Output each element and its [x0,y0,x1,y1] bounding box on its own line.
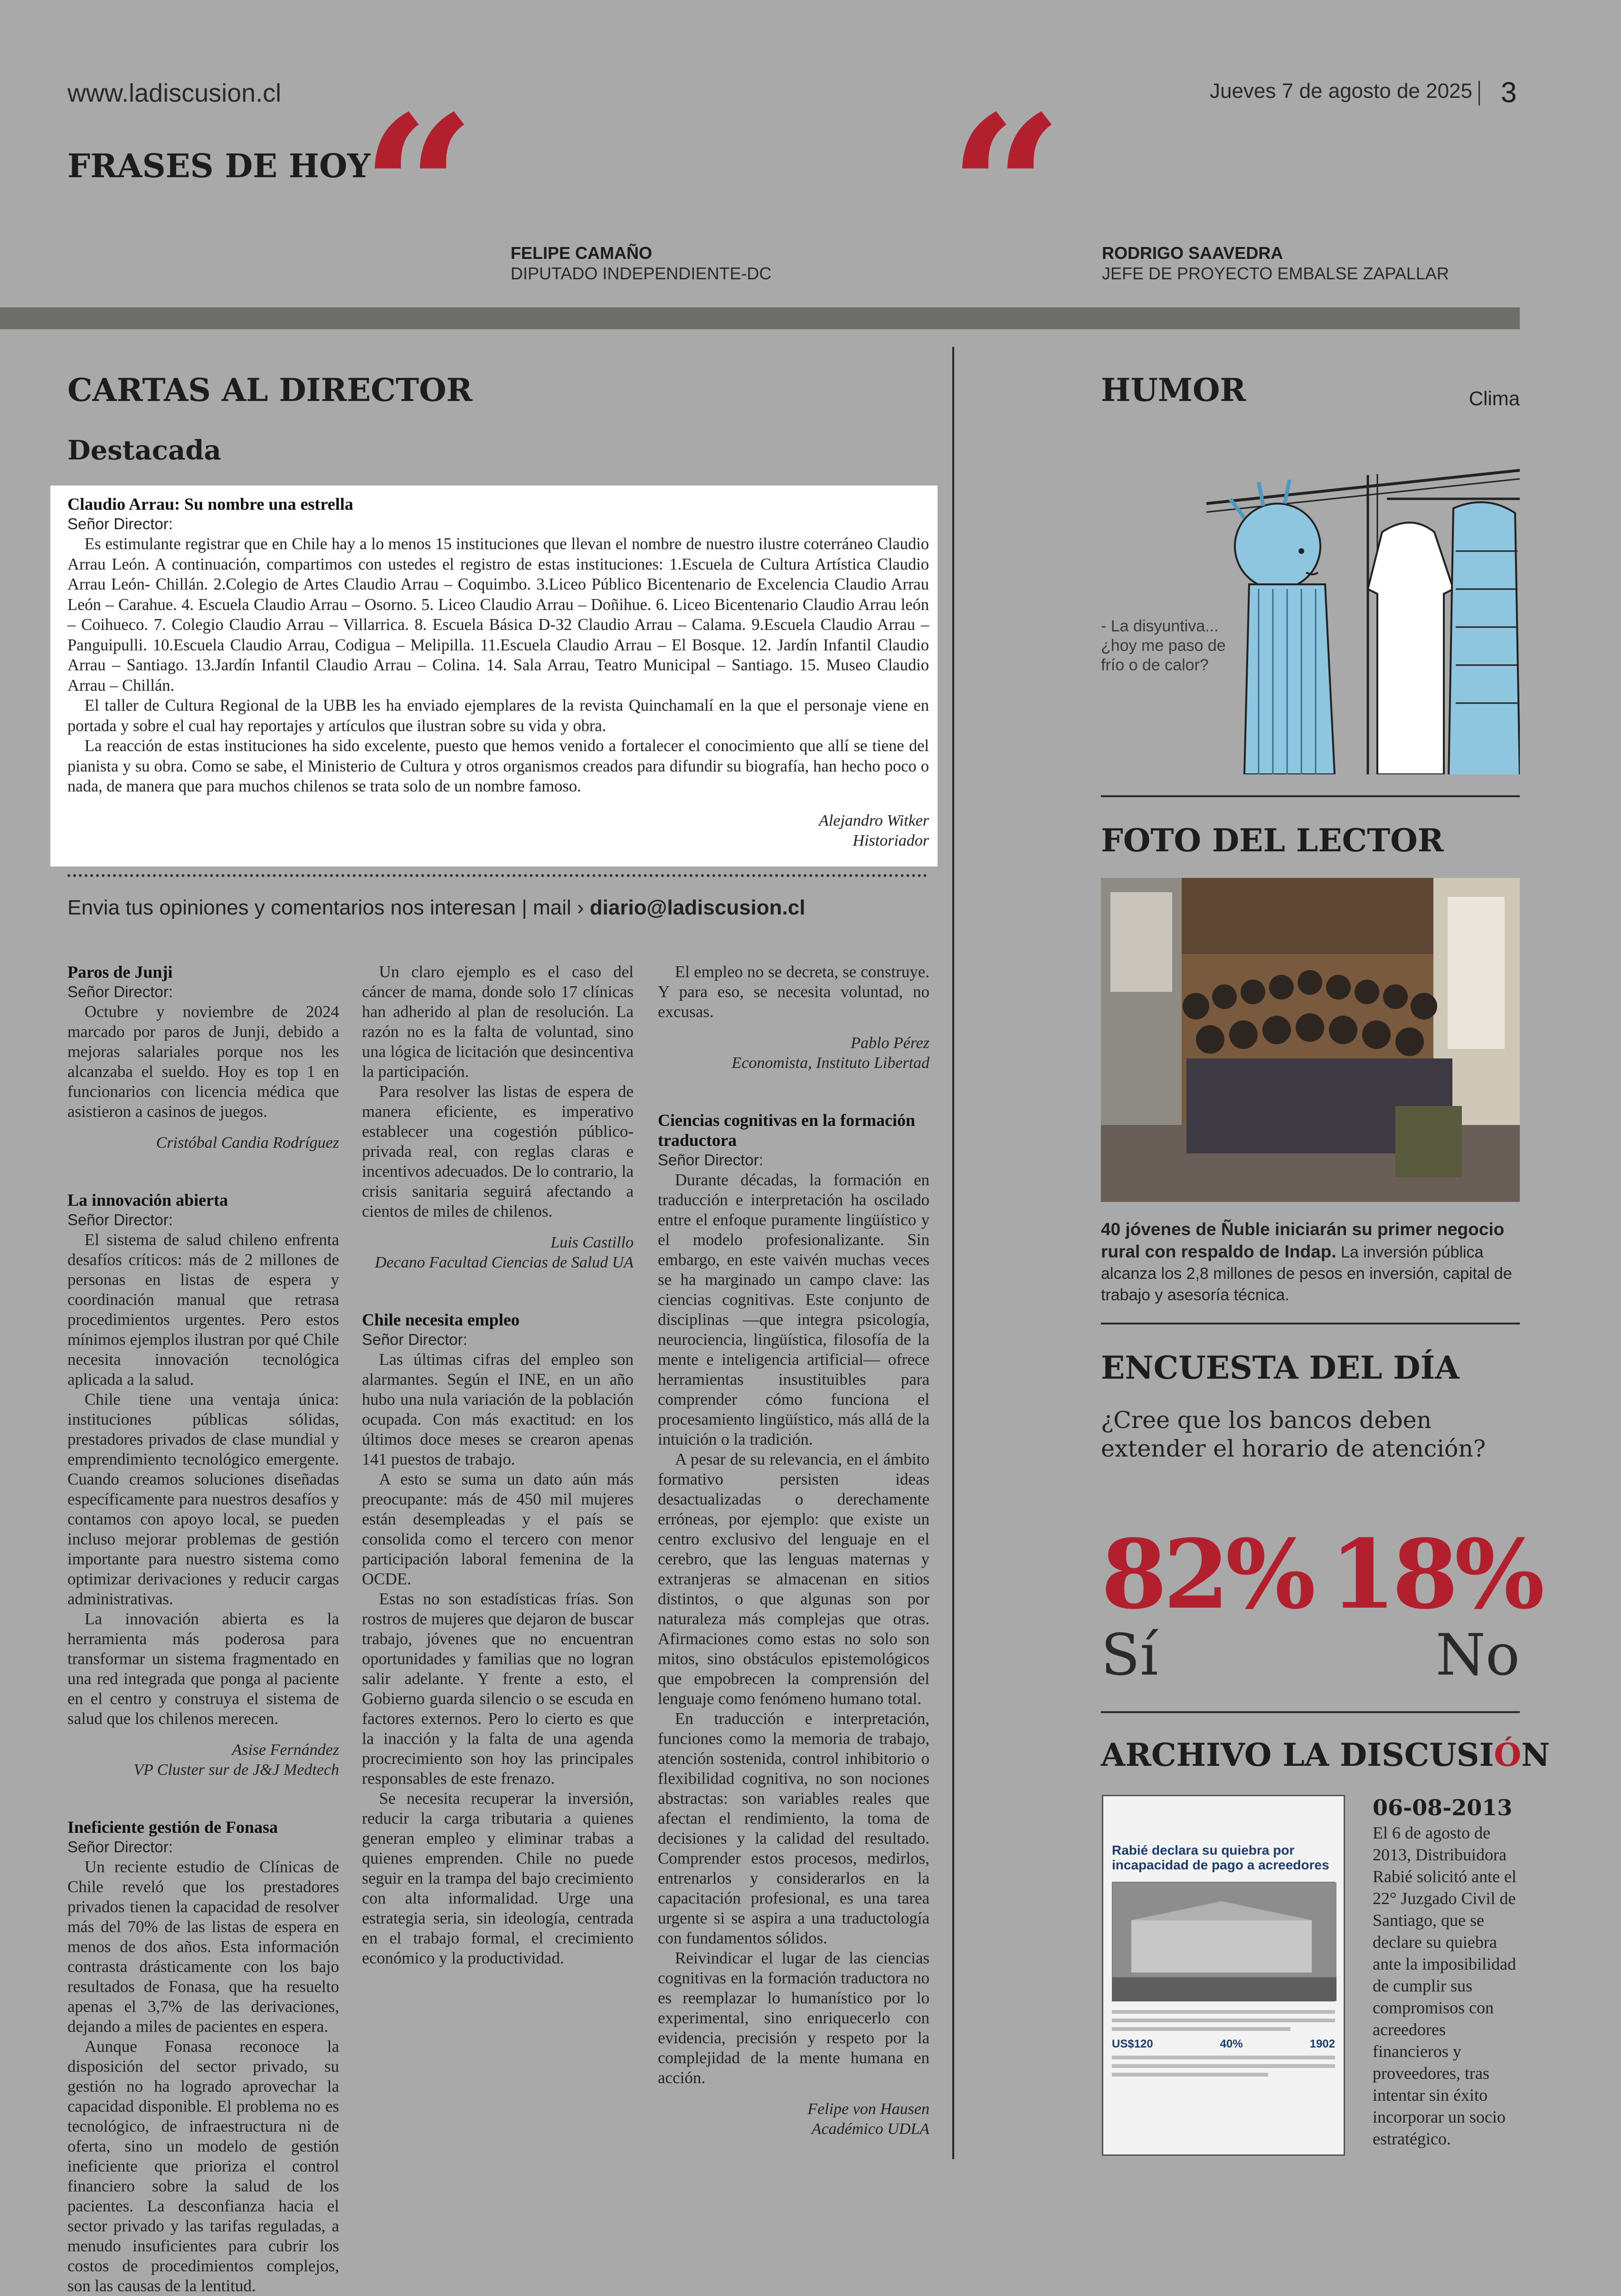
poll-result-yes [1101,1519,1312,1688]
letters-column-1 [67,962,339,2296]
humor-strip-title: Clima [1469,387,1520,410]
site-url[interactable]: www.ladiscusion.cl [67,79,282,107]
quote-author-name: RODRIGO SAAVEDRA [1102,243,1283,263]
letter-title: La innovación abierta [67,1191,228,1210]
reader-photo-caption [1101,1219,1520,1306]
quote-author-role: JEFE DE PROYECTO EMBALSE ZAPALLAR [1102,264,1449,283]
letters-column-3 [658,962,929,2139]
clipping-stats [1112,2038,1335,2051]
poll-result-no [1330,1519,1541,1688]
paragraph: El empleo no se decreta, se construye. Y para eso, se necesita voluntad, no excusas. [658,962,929,1021]
paragraph: Reivindicar el lugar de las ciencias cognitivas en la formación traductora no es reemplazar lo humanístico por lo experimental, sino enriquecerlo con evidencia, precisión y respeto por la complejidad de la mente humana en acción. [658,1949,929,2087]
letter-author-role: Decano Facultad Ciencias de Salud UA [375,1254,634,1271]
letter-author-role: VP Cluster sur de J&J Medtech [133,1761,339,1779]
clipping-text-lines [1112,2010,1335,2031]
letter-salutation: Señor Director: [658,1151,763,1169]
featured-letter-box [50,486,938,867]
clipping-headline: Rabié declara su quiebra por incapacidad de pago a acreedores [1112,1843,1329,1872]
contact-email-link[interactable]: diario@ladiscusion.cl [589,896,806,919]
encuesta-title: ENCUESTA DEL DÍA [1101,1349,1460,1386]
archive-date: 06-08-2013 [1373,1795,1513,1820]
quote-mark-icon: “ [948,73,1063,307]
poll-no-label: No [1435,1622,1520,1688]
paragraph: La innovación abierta es la herramienta más poderosa para transformar un sistema fragmentado en una red integrada que ponga al paciente en el centro y construya el sistema de salud que los chilenos merecen. [67,1610,339,1728]
dotted-divider [67,874,927,877]
letter [362,1310,634,1968]
poll-yes-label: Sí [1101,1622,1158,1688]
column-rule [952,347,954,2159]
letter-title: Chile necesita empleo [362,1310,520,1329]
archivo-title-accent: Ó [1494,1736,1521,1773]
caption-text: La inversión pública alcanza los 2,8 millones de pesos en inversión, capital de trabajo y asesoría técnica. [1101,1243,1512,1304]
letter-author-role: Académico UDLA [811,2120,929,2138]
cartoon-illustration [1206,428,1520,774]
frases-section-title: FRASES DE HOY [67,147,370,185]
section-band [0,307,1520,329]
letter-author: Asise Fernández [232,1741,339,1759]
paragraph: Las últimas cifras del empleo son alarmantes. Según el INE, en un año hubo una nula variación de la población ocupada. Con más exactitud: en los últimos doce meses se crearon apenas 141 puestos de trabajo. [362,1350,634,1468]
reader-photo [1101,878,1520,1202]
letter-title: Ciencias cognitivas en la formación traductora [658,1111,915,1150]
letter-author: Luis Castillo [550,1234,634,1251]
letter-body-part-2 [362,962,634,1221]
divider [1101,1711,1520,1713]
featured-letter-author: Alejandro Witker [819,811,929,829]
divider [1101,1323,1520,1324]
quote-author-role: DIPUTADO INDEPENDIENTE-DC [511,264,772,283]
quote-author-name: FELIPE CAMAÑO [511,243,653,263]
issue-date: Jueves 7 de agosto de 2025 [1210,79,1472,103]
paragraph: Estas no son estadísticas frías. Son rostros de mujeres que dejaron de buscar trabajo, jóvenes que no encuentran oportunidades y familias que no logran salir adelante. Y frente a esto, el Gobierno guarda silencio o se escuda en factores externos. Pero lo cierto es que la inacción y la falta de una agenda procrecimiento son hoy las principales responsables de este frenazo. [362,1590,634,1788]
paragraph: Un claro ejemplo es el caso del cáncer de mama, donde solo 17 clínicas han adherido al plan de resolución. La razón no es la falta de voluntad, sino una lógica de licitación que desincentiva la participación. [362,962,634,1081]
paragraph: La reacción de estas instituciones ha sido excelente, puesto que hemos venido a fortalecer el conocimiento que allí se tiene del pianista y su obra. Como se sabe, el Ministerio de Cultura y otros organismos creados para difundir su biografía, han hecho poco o nada, de manera que para muchos chilenos se trata solo de un nombre famoso. [67,737,929,795]
paragraph: Para resolver las listas de espera de manera eficiente, es imperativo establecer una cogestión público-privada real, con reglas claras e incentivos adecuados. De lo contrario, la crisis sanitaria seguirá afectando a cientos de miles de chilenos. [362,1082,634,1220]
poll-yes-percent: 82% [1101,1519,1312,1630]
paragraph: Durante décadas, la formación en traducción e interpretación ha oscilado entre el enfoque puramente lingüístico y el modelo profesionalizante. Sin embargo, en este vaivén muchas veces se ha marginado un campo clave: las ciencias cognitivas. Este conjunto de disciplinas —que integra psicología, neurociencia, lingüística, filosofía de la mente e inteligencia artificial— ofrece herramientas insustituibles para comprender cómo funciona el procesamiento lingüístico, más allá de la intuición o la tradición. [658,1171,929,1448]
letter [67,1190,339,1780]
paragraph: Aunque Fonasa reconoce la disposición del sector privado, su gestión no ha logrado aprovechar la capacidad disponible. El problema no es tecnológico, de infraestructura ni de oferta, sino un modelo de gestión ineficiente que prioriza el control financiero sobre la salud de los pacientes. La desconfianza hacia el sector privado y las tarifas reguladas, a menudo insuficientes para cubrir los costos de procedimientos complejos, son las causas de la lentitud. [67,2037,339,2295]
letter-author: Pablo Pérez [851,1034,929,1052]
header-divider [1479,81,1480,105]
caption-headline: 40 jóvenes de Ñuble iniciarán su primer negocio rural con respaldo de Indap. [1101,1219,1505,1261]
letter-body [658,1170,929,2088]
letter [67,1817,339,2296]
paragraph: Un reciente estudio de Clínicas de Chile reveló que los prestadores privados tienen la capacidad de resolver más del 70% de las listas de espera en menos de dos años. Esta información contrasta drásticamente con los bajo resultados de Fonasa, que ha resuelto apenas el 3,7% de las derivaciones, dejando a miles de pacientes en espera. [67,1858,339,2036]
group-photo-image [1101,878,1520,1202]
letter-salutation: Señor Director: [67,983,173,1000]
featured-label: Destacada [67,435,221,466]
paragraph: A pesar de su relevancia, en el ámbito formativo persisten ideas desactualizadas o derechamente erróneas, por ejemplo: que existe un centro exclusivo del lenguaje en el cerebro, que las lenguas maternas y extranjeras se almacenan en sitios distintos, o que algunas son por naturaleza más complejas que otras. Afirmaciones como estas no solo son mitos, sino obstáculos epistemológicos que empobrecen la comprensión del lenguaje como fenómeno humano total. [658,1450,929,1708]
foto-lector-title: FOTO DEL LECTOR [1101,822,1444,859]
letter-body-part-2 [658,962,929,1022]
letter-body [67,1002,339,1122]
divider [1101,795,1520,797]
letters-column-2 [362,962,634,1968]
letter-author: Cristóbal Candia Rodríguez [156,1134,339,1152]
send-opinions-text: Envia tus opiniones y comentarios nos interesan | mail › [67,896,590,919]
paragraph: El taller de Cultura Regional de la UBB les ha enviado ejemplares de la revista Quinchamalí en la que el personaje viene en portada y sobre el cual hay reportajes y artículos que ilustran sobre su vida y obra. [67,696,929,735]
clipping-stat: US$120 [1112,2038,1153,2050]
humor-section-title: HUMOR [1101,372,1246,409]
letter-title: Paros de Junji [67,962,173,981]
letter-salutation: Señor Director: [67,1211,173,1229]
letter-title: Ineficiente gestión de Fonasa [67,1818,278,1837]
clipping-stat: 1902 [1309,2038,1335,2050]
paragraph: Chile tiene una ventaja única: instituciones públicas sólidas, prestadores privados de clase mundial y emprendimiento tecnológico emergente. Cuando creamos soluciones diseñadas específicamente para nuestros desafíos y contamos con apoyo local, se pueden incluso mejorar problemas de gestión importante para nuestro sistema como optimizar derivaciones y reducir cargas administrativas. [67,1390,339,1608]
archivo-title-text: ARCHIVO LA DISCUSI [1101,1736,1494,1773]
letter-body-part-1 [67,1857,339,2296]
paragraph: En traducción e interpretación, funciones como la memoria de trabajo, atención sostenida, control inhibitorio o flexibilidad cognitiva, no son nociones abstractas: son variables reales que afectan el rendimiento, la toma de decisiones y la calidad del resultado. Comprender estos procesos, medirlos, entrenarlos y considerarlos en la capacitación profesional, es una tarea urgente si se aspira a una traductología con fundamentos sólidos. [658,1709,929,1947]
paragraph: Octubre y noviembre de 2024 marcado por paros de Junji, debido a mejoras salariales porque nos les alcanzaba el sueldo. Hoy es top 1 en funcionarios con licencia médica que asistieron a casinos de juegos. [67,1002,339,1121]
letter-body-part-1 [362,1350,634,1968]
quote-mark-icon: “ [361,73,476,307]
archive-text: El 6 de agosto de 2013, Distribuidora Rabié solicitó ante el 22° Juzgado Civil de Santiago, que se declare su quiebra ante la imposibilidad de cumplir sus compromisos con acreedores financieros y proveedores, tras intentar sin éxito incorporar un socio estratégico. [1373,1823,1517,2148]
letter [67,962,339,1153]
warehouse-image [1112,1882,1337,2001]
paragraph: Se necesita recuperar la inversión, reducir la carga tributaria a quienes generan empleo y eliminar trabas a quienes emprenden. Chile no puede seguir en la trampa del bajo crecimiento con alta informalidad. Urge una estrategia seria, sin ideología, centrada en el trabajo formal, el crecimiento económico y la productividad. [362,1789,634,1967]
archivo-title [1101,1736,1550,1773]
page-number: 3 [1501,76,1517,108]
clipping-photo [1112,1882,1335,2001]
letter-salutation: Señor Director: [67,1838,173,1856]
featured-letter-body [67,534,929,797]
letter-author-role: Economista, Instituto Libertad [731,1054,929,1072]
poll-question: ¿Cree que los bancos deben extender el horario de atención? [1101,1407,1486,1462]
paragraph: El sistema de salud chileno enfrenta desafíos críticos: más de 2 millones de personas en listas de espera y coordinación manual que retrasa procedimientos urgentes. Pero estos mínimos ejemplos ilustran por qué Chile necesita innovación tecnológica aplicada a la salud. [67,1230,339,1389]
letter [658,1110,929,2139]
send-opinions-line [67,896,805,920]
cartas-section-title: CARTAS AL DIRECTOR [67,372,473,409]
letter-author: Felipe von Hausen [807,2100,929,2118]
humor-caption: - La disyuntiva... ¿hoy me paso de frío o de calor? [1101,617,1226,674]
featured-letter-salutation: Señor Director: [67,515,173,533]
paragraph: Es estimulante registrar que en Chile hay a lo menos 15 instituciones que llevan el nombre de nuestro ilustre coterráneo Claudio Arrau León. A continuación, compartimos con ustedes el registro de estas instituciones: 1.Escuela de Cultura Artística Claudio Arrau León- Chillán. 2.Colegio de Artes Claudio Arrau – Coquimbo. 3.Liceo Público Bicentenario de Excelencia Claudio Arrau León – Carahue. 4. Escuela Claudio Arrau – Osorno. 5. Liceo Claudio Arrau – Doñihue. 6. Liceo Bicentenario Claudio Arrau león – Coihueco. 7. Colegio Claudio Arrau – Villarrica. 8. Escuela Básica D-32 Claudio Arrau – Calama. 9.Escuela Claudio Arrau – Panguipulli. 10.Escuela Claudio Arrau, Codigua – Melipilla. 11.Escuela Claudio Arrau – El Bosque. 12. Jardín Infantil Claudio Arrau – Santiago. 13.Jardín Infantil Claudio Arrau – Colina. 14. Sala Arrau, Teatro Municipal – Santiago. 15. Museo Claudio Arrau – Chillán. [67,535,929,695]
archivo-title-end: N [1521,1736,1550,1773]
poll-no-percent: 18% [1330,1519,1541,1630]
humor-cartoon [1206,428,1520,774]
clipping-stat: 40% [1220,2038,1243,2050]
paragraph: A esto se suma un dato aún más preocupante: más de 450 mil mujeres están desempleadas y el país se consolida como el tercero con menor participación laboral femenina de la OCDE. [362,1470,634,1588]
featured-letter-author-role: Historiador [853,831,929,849]
featured-letter-title: Claudio Arrau: Su nombre una estrella [67,495,353,514]
letter-body [67,1230,339,1729]
letter-salutation: Señor Director: [362,1331,467,1348]
archive-clipping [1102,1795,1345,2156]
